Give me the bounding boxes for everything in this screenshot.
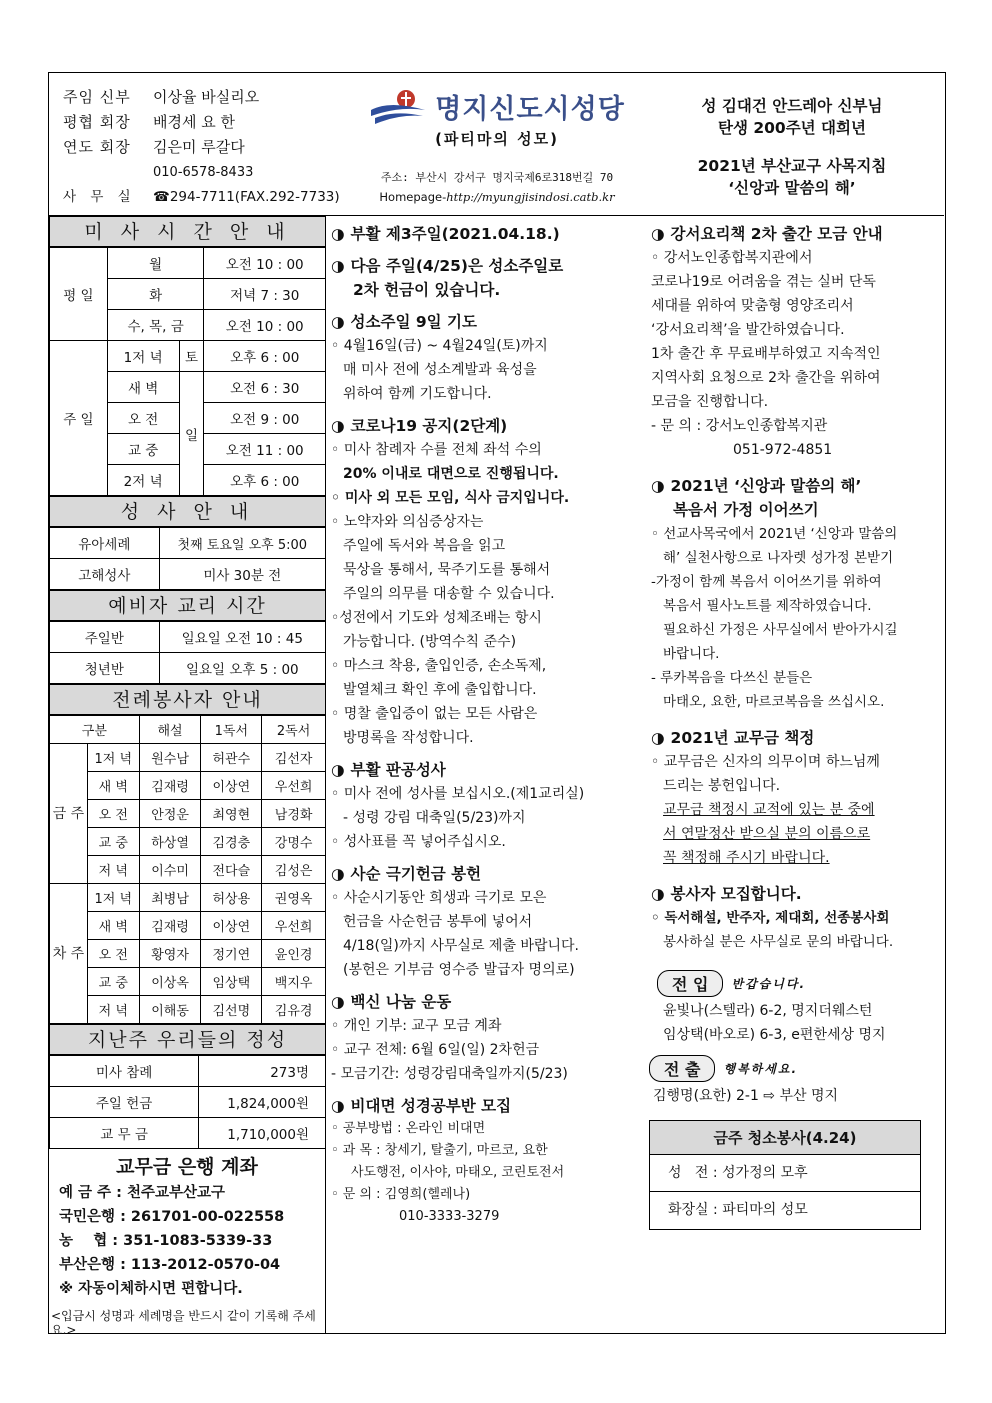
- catechism-time: 일요일 오후 5 : 00: [159, 653, 325, 684]
- servers-title: 전례봉사자 안내: [49, 684, 326, 715]
- bank-title: 교무금 은행 계좌: [116, 1156, 258, 1178]
- sacrament-name: 유아세례: [50, 528, 160, 559]
- notice-line: 051-972-4851: [733, 442, 833, 458]
- half-circle-icon: ◑: [651, 225, 665, 243]
- welcome-greeting: 반갑습니다.: [731, 977, 807, 991]
- staff-phone: 010-6578-8433: [153, 165, 254, 180]
- server-cell: 이해동: [139, 996, 201, 1024]
- offering-name: 미사 참례: [50, 1056, 199, 1087]
- mass-time: 오전 6 : 30: [204, 372, 326, 403]
- server-cell: 강명수: [262, 828, 326, 856]
- server-cell: 오 전: [87, 940, 139, 968]
- notice-line: 해’ 실천사항으로 나자렛 성가정 본받기: [663, 550, 894, 566]
- server-cell: 이수미: [139, 856, 201, 884]
- notice-line: ◦ 노약자와 의심증상자는: [331, 514, 484, 530]
- notice-line: 코로나19로 어려움을 겪는 실버 단독: [651, 274, 876, 290]
- server-cell: 새 벽: [87, 772, 139, 800]
- notice-line: 세대를 위하여 맞춤형 영양조리서: [651, 298, 854, 314]
- notice-title: 복음서 가정 이어쓰기: [673, 501, 819, 519]
- notice-line: 방명록을 작성합니다.: [343, 730, 474, 746]
- notice-line: 복음서 필사노트를 제작하였습니다.: [663, 598, 872, 614]
- notice-title: 봉사자 모집합니다.: [670, 885, 802, 903]
- server-cell: 권영옥: [262, 884, 326, 912]
- mass-schedule-table: [49, 247, 326, 496]
- notice-line: ◦ 미사 참례자 수를 전체 좌석 수의: [331, 442, 542, 458]
- notice-line: 교무금 책정시 교적에 있는 분 중에: [663, 802, 875, 818]
- sunday-label: 주 일: [50, 341, 108, 496]
- offering-value: 273명: [199, 1056, 326, 1087]
- mass-name: 2저 녁: [107, 465, 179, 496]
- notice-line: 4/18(일)까지 사무실로 제출 바랍니다.: [343, 938, 579, 954]
- staff-name: 이상율 바실리오: [153, 88, 260, 106]
- moveout-greeting: 행복하세요.: [723, 1062, 799, 1076]
- server-cell: 최영현: [201, 800, 262, 828]
- server-cell: 새 벽: [87, 912, 139, 940]
- notice-title: 2021년 교무금 책정: [670, 729, 815, 747]
- mass-name: 오 전: [107, 403, 179, 434]
- mass-day: 일: [179, 372, 204, 496]
- notice-line: 꼭 책정해 주시기 바랍니다.: [663, 850, 830, 866]
- server-cell: 김선명: [201, 996, 262, 1024]
- server-cell: 김선자: [262, 744, 326, 772]
- notice-line: - 성령 강림 대축일(5/23)까지: [343, 810, 526, 826]
- notice-bible-study: [329, 1094, 647, 1228]
- notice-tithe: [649, 726, 945, 870]
- notice-line: 서 연말정산 받으실 분의 이름으로: [663, 826, 871, 842]
- moveout-entry: 김행명(요한) 2-1 ⇨ 부산 명지: [653, 1088, 839, 1104]
- offering-table: [49, 1055, 326, 1149]
- notice-easter: [329, 222, 647, 246]
- catechism-time: 일요일 오전 10 : 45: [159, 622, 325, 653]
- notice-line: ◦ 독서해설, 반주자, 제대회, 선종봉사회: [651, 910, 890, 926]
- sacrament-time: 미사 30분 전: [159, 559, 325, 590]
- server-cell: 이상연: [201, 912, 262, 940]
- server-cell: 김경충: [201, 828, 262, 856]
- server-cell: 임상택: [201, 968, 262, 996]
- bank-line: 농 협 : 351-1083-5339-33: [59, 1233, 273, 1249]
- notice-vaccine: [329, 990, 647, 1086]
- half-circle-icon: ◑: [331, 225, 345, 243]
- notice-line: ‘강서요리책’을 발간하였습니다.: [651, 322, 845, 338]
- servers-table: [49, 715, 326, 1024]
- staff-name: 김은미 루갈다: [153, 138, 245, 156]
- server-cell: 정기연: [201, 940, 262, 968]
- notice-gospel-copy: [649, 474, 945, 714]
- motto-line: 탄생 200주년 대희년: [718, 119, 866, 137]
- mass-schedule-title: 미 사 시 간 안 내: [49, 216, 326, 247]
- notice-cookbook: [649, 222, 945, 462]
- notice-line: ◦ 교무금은 신자의 의무이며 하느님께: [651, 754, 880, 770]
- half-circle-icon: ◑: [331, 761, 345, 779]
- offering-name: 교 무 금: [50, 1118, 199, 1149]
- bank-line: 국민은행 : 261701-00-022558: [59, 1209, 285, 1225]
- server-cell: 김재령: [139, 772, 201, 800]
- notice-title: 2차 헌금이 있습니다.: [353, 281, 501, 299]
- server-cell: 전다슬: [201, 856, 262, 884]
- bank-line: ※ 자동이체하시면 편합니다.: [59, 1281, 243, 1297]
- notice-line: ◦ 4월16일(금) ~ 4월24일(토)까지: [331, 338, 548, 354]
- server-cell: 우선희: [262, 772, 326, 800]
- notice-line: 묵상을 통해서, 묵주기도를 통해서: [343, 562, 551, 578]
- notice-line: - 루카복음을 다쓰신 분들은: [651, 670, 813, 686]
- notice-line: -가정이 함께 복음서 이어쓰기를 위하여: [651, 574, 882, 590]
- catechism-class: 청년반: [50, 653, 160, 684]
- notice-line: ◦ 교구 전체: 6월 6일(일) 2차헌금: [331, 1042, 540, 1058]
- welcome-section: [649, 970, 945, 1047]
- notice-line: 바랍니다.: [663, 646, 720, 662]
- weekday-label: 평 일: [50, 248, 108, 341]
- offering-title: 지난주 우리들의 정성: [49, 1024, 326, 1055]
- notice-covid: [329, 414, 647, 750]
- notice-line: 모금을 진행합니다.: [651, 394, 769, 410]
- server-cell: 원수남: [139, 744, 201, 772]
- notice-title: 부활 판공성사: [350, 761, 446, 779]
- header-motto: [657, 95, 927, 199]
- motto-line: 2021년 부산교구 사목지침: [697, 157, 887, 175]
- notice-line: 필요하신 가정은 사무실에서 받아가시길: [663, 622, 898, 638]
- notice-line: 마태오, 요한, 마르코복음을 쓰십시오.: [663, 694, 885, 710]
- mass-time: 오전 10 : 00: [204, 310, 326, 341]
- notice-line: 주일의 의무를 대송할 수 있습니다.: [343, 586, 555, 602]
- mass-name: 교 중: [107, 434, 179, 465]
- sacrament-time: 첫째 토요일 오후 5:00: [159, 528, 325, 559]
- server-cell: 김성은: [262, 856, 326, 884]
- notice-vocation-prayer: [329, 310, 647, 406]
- moveout-section: [649, 1055, 945, 1108]
- server-cell: 허관수: [201, 744, 262, 772]
- server-cell: 저 녁: [87, 996, 139, 1024]
- notice-line: 위하여 함께 기도합니다.: [343, 386, 492, 402]
- notice-line: ◦ 선교사목국에서 2021년 ‘신앙과 말씀의: [651, 526, 898, 542]
- notice-vocation-offering: [329, 254, 647, 302]
- cleaning-row: 화장실 : 파티마의 성모: [668, 1202, 808, 1218]
- server-cell: 김재령: [139, 912, 201, 940]
- half-circle-icon: ◑: [651, 477, 665, 495]
- notice-line: ◦ 문 의 : 김영희(헬레나): [331, 1187, 471, 1202]
- notice-line: - 문 의 : 강서노인종합복지관: [651, 418, 828, 434]
- parish-address: 주소: 부산시 강서구 명지국제6로318번길 70: [380, 171, 614, 184]
- server-cell: 윤인경: [262, 940, 326, 968]
- mass-day: 월: [107, 248, 204, 279]
- mass-time: 오전 10 : 00: [204, 248, 326, 279]
- server-cell: 하상열: [139, 828, 201, 856]
- server-cell: 교 중: [87, 828, 139, 856]
- notice-title: 2021년 ‘신앙과 말씀의 해’: [670, 477, 862, 495]
- notice-line: ◦ 개인 기부: 교구 모금 계좌: [331, 1018, 502, 1034]
- offering-value: 1,710,000원: [199, 1118, 326, 1149]
- staff-name: 배경세 요 한: [153, 113, 235, 131]
- homepage-link[interactable]: http://myungjisindosi.catb.kr: [446, 190, 615, 204]
- cleaning-title: 금주 청소봉사(4.24): [650, 1121, 920, 1155]
- mass-time: 오전 11 : 00: [204, 434, 326, 465]
- notice-line: ◦ 성사표를 꼭 넣어주십시오.: [331, 834, 506, 850]
- parish-name: 명지신도시성당: [435, 94, 625, 125]
- staff-label: 연도 회장: [63, 138, 131, 156]
- offering-name: 주일 헌금: [50, 1087, 199, 1118]
- left-column: [49, 216, 326, 1337]
- half-circle-icon: ◑: [331, 993, 345, 1011]
- right-column: [649, 216, 945, 1230]
- mass-time: 오후 6 : 00: [204, 341, 326, 372]
- servers-header: 해설: [139, 716, 201, 744]
- homepage-line: [347, 190, 647, 204]
- servers-header: 1독서: [201, 716, 262, 744]
- staff-label: 주임 신부: [63, 88, 131, 106]
- next-week-label: 차 주: [50, 884, 88, 1024]
- server-cell: 최병남: [139, 884, 201, 912]
- notice-title: 코로나19 공지(2단계): [350, 417, 508, 435]
- notice-line: 20% 이내로 대면으로 진행됩니다.: [343, 466, 559, 482]
- notice-line: 매 미사 전에 성소계발과 육성을: [343, 362, 537, 378]
- notice-line: - 모금기간: 성령강림대축일까지(5/23): [331, 1066, 568, 1082]
- mass-name: 1저 녁: [107, 341, 179, 372]
- server-cell: 백지우: [262, 968, 326, 996]
- welcome-tag: 전 입: [657, 970, 723, 997]
- notice-line: 1차 출간 후 무료배부하였고 지속적인: [651, 346, 881, 362]
- office-phone: ☎294-7711(FAX.292-7733): [153, 189, 340, 205]
- server-cell: 이상옥: [139, 968, 201, 996]
- mass-day: 화: [107, 279, 204, 310]
- server-cell: 교 중: [87, 968, 139, 996]
- notice-line: ◦ 과 목 : 창세기, 탈출기, 마르코, 요한: [331, 1143, 548, 1158]
- bank-accounts: [49, 1149, 325, 1307]
- server-cell: 오 전: [87, 800, 139, 828]
- server-cell: 안정운: [139, 800, 201, 828]
- notice-line: ◦ 사순시기동안 희생과 극기로 모은: [331, 890, 547, 906]
- server-cell: 1저 녁: [87, 744, 139, 772]
- notice-title: 다음 주일(4/25)은 성소주일로: [350, 257, 564, 275]
- offering-value: 1,824,000원: [199, 1087, 326, 1118]
- office-label: 사 무 실: [63, 189, 136, 205]
- notice-title: 강서요리책 2차 출간 모금 안내: [670, 225, 883, 243]
- notice-line: ◦ 미사 전에 성사를 보십시오.(제1교리실): [331, 786, 585, 802]
- server-cell: 이상연: [201, 772, 262, 800]
- notice-title: 비대면 성경공부반 모집: [350, 1097, 512, 1115]
- this-week-label: 금 주: [50, 744, 88, 884]
- bank-line: 예 금 주 : 천주교부산교구: [59, 1185, 226, 1201]
- notice-line: 사도행전, 이사야, 마태오, 코린토전서: [351, 1165, 565, 1180]
- half-circle-icon: ◑: [331, 313, 345, 331]
- moveout-tag: 전 출: [649, 1055, 715, 1082]
- notice-volunteers: [649, 882, 945, 954]
- notice-line: 드리는 봉헌입니다.: [663, 778, 781, 794]
- bulletin-page: [48, 72, 946, 1337]
- homepage-label: Homepage-: [379, 190, 447, 204]
- notice-line: ◦ 명찰 출입증이 없는 모든 사람은: [331, 706, 538, 722]
- notice-title: 성소주일 9일 기도: [350, 313, 477, 331]
- server-cell: 김유경: [262, 996, 326, 1024]
- half-circle-icon: ◑: [331, 865, 345, 883]
- cleaning-row: 성 전 : 성가정의 모후: [650, 1155, 920, 1192]
- parish-logo-icon: [369, 88, 427, 126]
- sacrament-table: [49, 527, 326, 590]
- mass-day: 수, 목, 금: [107, 310, 204, 341]
- server-cell: 남경화: [262, 800, 326, 828]
- bank-note: <입금시 성명과 세례명을 반드시 같이 기록해 주세요.>: [51, 1309, 316, 1337]
- mass-day: 토: [179, 341, 204, 372]
- notice-line: (봉헌은 기부금 영수증 발급자 명의로): [343, 962, 575, 978]
- motto-line: ‘신앙과 말씀의 해’: [728, 179, 856, 197]
- notice-title: 부활 제3주일(2021.04.18.): [350, 225, 560, 243]
- notice-line: 헌금을 사순헌금 봉투에 넣어서: [343, 914, 533, 930]
- parish-title-block: [347, 87, 647, 204]
- server-cell: 저 녁: [87, 856, 139, 884]
- welcome-entry: 윤빛나(스텔라) 6-2, 명지더웨스턴: [663, 1003, 873, 1019]
- servers-header: 구분: [50, 716, 140, 744]
- catechism-table: [49, 621, 326, 684]
- sacrament-name: 고해성사: [50, 559, 160, 590]
- notice-line: ◦ 강서노인종합복지관에서: [651, 250, 813, 266]
- server-cell: 우선희: [262, 912, 326, 940]
- server-cell: 허상용: [201, 884, 262, 912]
- notice-line: 지역사회 요청으로 2차 출간을 위하여: [651, 370, 881, 386]
- catechism-title: 예비자 교리 시간: [49, 590, 326, 621]
- mass-time: 오전 9 : 00: [204, 403, 326, 434]
- bulletin-header: [49, 73, 944, 216]
- staff-label: 평협 회장: [63, 113, 131, 131]
- notice-lent-offering: [329, 862, 647, 982]
- server-cell: 황영자: [139, 940, 201, 968]
- parish-subtitle: (파티마의 성모): [435, 130, 559, 148]
- half-circle-icon: ◑: [331, 417, 345, 435]
- motto-line: 성 김대건 안드레아 신부님: [701, 97, 883, 115]
- half-circle-icon: ◑: [331, 257, 345, 275]
- half-circle-icon: ◑: [651, 729, 665, 747]
- notice-line: 봉사하실 분은 사무실로 문의 바랍니다.: [663, 934, 894, 950]
- server-cell: 1저 녁: [87, 884, 139, 912]
- catechism-class: 주일반: [50, 622, 160, 653]
- notice-line: 010-3333-3279: [399, 1209, 500, 1224]
- notice-line: ◦ 마스크 착용, 출입인증, 손소독제,: [331, 658, 547, 674]
- mass-time: 저녁 7 : 30: [204, 279, 326, 310]
- middle-column: [329, 216, 647, 1228]
- sacrament-title: 성 사 안 내: [49, 496, 326, 527]
- servers-header: 2독서: [262, 716, 326, 744]
- mass-time: 오후 6 : 00: [204, 465, 326, 496]
- notice-line: ◦ 공부방법 : 온라인 비대면: [331, 1121, 486, 1136]
- notice-confession: [329, 758, 647, 854]
- notice-title: 백신 나눔 운동: [350, 993, 452, 1011]
- mass-name: 새 벽: [107, 372, 179, 403]
- half-circle-icon: ◑: [331, 1097, 345, 1115]
- notice-line: ◦성전에서 기도와 성체조배는 항시: [331, 610, 542, 626]
- notice-line: 가능합니다. (방역수칙 준수): [343, 634, 517, 650]
- notice-title: 사순 극기헌금 봉헌: [350, 865, 482, 883]
- notice-line: ◦ 미사 외 모든 모임, 식사 금지입니다.: [331, 490, 570, 506]
- notice-line: 발열체크 확인 후에 출입합니다.: [343, 682, 537, 698]
- bank-line: 부산은행 : 113-2012-0570-04: [59, 1257, 281, 1273]
- welcome-entry: 임상택(바오로) 6-3, e편한세상 명지: [663, 1027, 886, 1043]
- cleaning-schedule: [649, 1120, 921, 1230]
- staff-list: [63, 85, 340, 210]
- half-circle-icon: ◑: [651, 885, 665, 903]
- notice-line: 주일에 독서와 복음을 읽고: [343, 538, 506, 554]
